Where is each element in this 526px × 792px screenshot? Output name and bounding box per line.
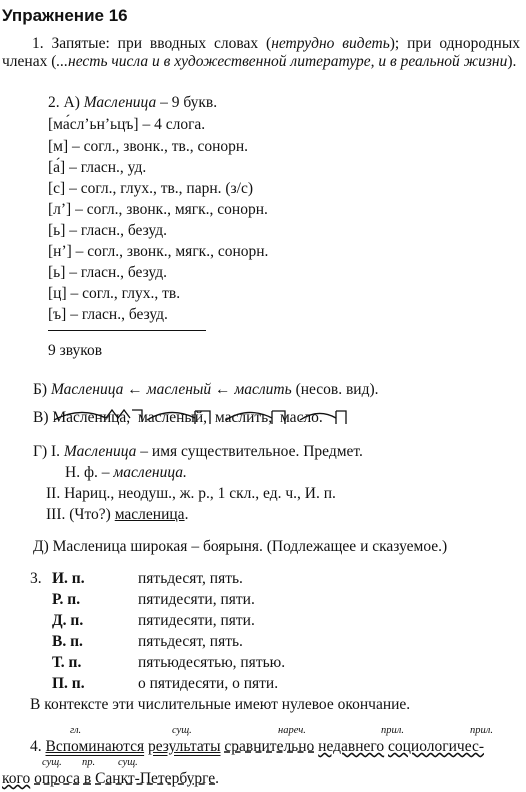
word-object: опроса [34, 770, 80, 787]
divider-line [48, 330, 206, 331]
num-3: 3. [30, 570, 42, 587]
g-line-2 [65, 464, 187, 482]
case-row [52, 570, 243, 588]
case-row [52, 612, 255, 630]
pos-label: гл. [70, 725, 82, 736]
case-label: Р. п. [52, 591, 81, 608]
sound-row: [ц] – согл., глух., тв. [48, 285, 181, 302]
pos-label: пр. [82, 757, 96, 768]
sound-row: [ъ] – гласн., безуд. [48, 306, 168, 323]
p1-text-b: ); при однородных членах ( [2, 35, 520, 70]
sound-total: 9 звуков [48, 342, 103, 359]
morph-word-1: Масленица, [52, 409, 131, 426]
case-row [52, 633, 243, 651]
word-adverb: сравнительно [224, 738, 315, 755]
sound-row: [ь] – гласн., безуд. [48, 222, 167, 239]
p1-text-a: 1. Запятые: при вводных словах ( [32, 35, 272, 52]
pos-label: сущ. [42, 757, 62, 768]
p1-italic-b: ...несть числа и в художественной литературе, и в реальной жизни [56, 53, 508, 70]
v-prefix: В) [33, 409, 53, 426]
case-label: П. п. [52, 675, 85, 692]
word-predicate: Вспоминаются [45, 738, 145, 755]
sound-row: [а́] – гласн., уд. [48, 159, 147, 176]
g-line-3: II. Нариц., неодуш., ж. р., 1 скл., ед. ч., И. п. [46, 485, 336, 502]
g2-word: масленица. [113, 464, 187, 481]
morph-word-4: масло. [279, 409, 323, 426]
conclusion: В контексте эти числительные имеют нулевое окончание. [30, 696, 411, 713]
g2-prefix: Н. ф. – [65, 464, 114, 481]
g-line-1 [33, 443, 363, 461]
pos-label: нареч. [278, 725, 306, 736]
word-subject: результаты [147, 738, 221, 755]
sound-row: [л’] – согл., звонк., мягк., сонорн. [48, 201, 268, 218]
b-word-1: Масленица [50, 381, 124, 398]
pos-label: прил. [470, 725, 493, 736]
case-row [52, 675, 278, 693]
sentence-line-2 [2, 770, 219, 788]
word-preposition: в [83, 770, 92, 787]
pos-label: сущ. [172, 725, 192, 736]
g4-prefix: III. (Что?) [46, 506, 115, 523]
sentence-end: . [215, 770, 220, 787]
d-line: Д) Масленица широкая – боярыня. (Подлежащее и сказуемое.) [33, 538, 448, 555]
g4-word: масленица [114, 506, 185, 523]
g4-suffix: . [184, 506, 189, 523]
p2-word: Масленица [83, 94, 157, 111]
sound-row: [с] – согл., глух., тв., парн. (з/с) [48, 180, 254, 197]
sound-row: [н’] – согл., звонк., мягк., сонорн. [48, 243, 269, 260]
sound-row: [ь] – гласн., безуд. [48, 264, 167, 281]
p2-prefix: 2. А) [48, 94, 84, 111]
case-row [52, 654, 285, 672]
case-value: о пятидесяти, о пяти. [138, 675, 279, 692]
g-word: Масленица [63, 443, 137, 460]
b-word-3: маслить [234, 381, 292, 398]
case-label: В. п. [52, 633, 83, 650]
word-place: Санкт-Петербурге [95, 770, 216, 787]
sound-row: [м] – согл., звонк., тв., сонорн. [48, 138, 249, 155]
case-value: пятьдесят, пять. [138, 570, 243, 587]
g-prefix: Г) I. [33, 443, 64, 460]
p2-suffix: – 9 букв. [156, 94, 218, 111]
case-row [52, 591, 255, 609]
case-label: Д. п. [52, 612, 84, 629]
word-adj-end: кого [2, 770, 31, 787]
case-value: пятьюдесятью, пятью. [138, 654, 286, 671]
sentence-line-1 [30, 738, 484, 756]
b-suffix: (несов. вид). [291, 381, 379, 398]
transcription: [ма́сл’ьн’ьцъ] – 4 слога. [48, 116, 206, 133]
p2-heading [48, 94, 217, 112]
g-suffix: – имя существительное. Предмет. [136, 443, 363, 460]
morph-word-3: маслить, [214, 409, 273, 426]
p1-italic-a: нетрудно видеть [271, 35, 390, 52]
g-line-4 [46, 506, 188, 524]
morpheme-marks [50, 402, 380, 430]
case-value: пятидесяти, пяти. [138, 612, 255, 629]
b-word-2: масленый [146, 381, 212, 398]
derivation-line [33, 381, 379, 399]
p1-text-c: ). [507, 53, 517, 70]
b-arrow-1: ← [123, 381, 147, 398]
num-4: 4. [30, 738, 46, 755]
word-adj-1: недавнего [318, 738, 385, 755]
case-label: Т. п. [52, 654, 82, 671]
b-prefix: Б) [33, 381, 51, 398]
b-arrow-2: ← [211, 381, 235, 398]
morph-word-2: масленый, [138, 409, 208, 426]
paragraph-1 [2, 35, 520, 71]
exercise-title: Упражнение 16 [2, 6, 128, 25]
pos-label: сущ. [118, 757, 138, 768]
case-value: пятьдесят, пять. [138, 633, 243, 650]
case-label: И. п. [52, 570, 85, 587]
pos-label: прил. [381, 725, 404, 736]
case-value: пятидесяти, пяти. [138, 591, 255, 608]
word-adj-2: социологичес- [388, 738, 485, 755]
